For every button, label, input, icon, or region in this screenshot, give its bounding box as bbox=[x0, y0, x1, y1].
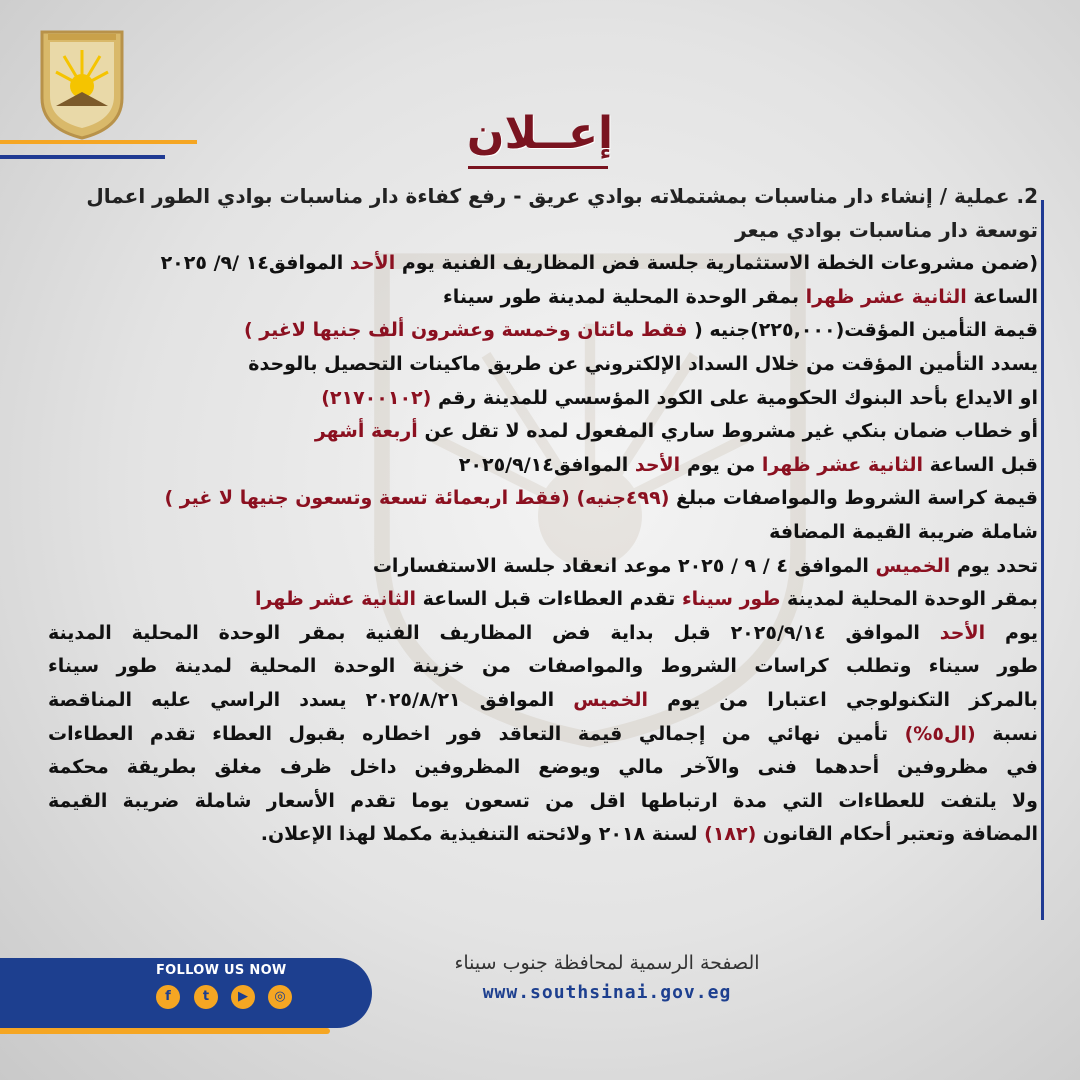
body-line bbox=[48, 314, 1038, 348]
body-line bbox=[48, 348, 1038, 382]
body-text: الموافق١٤ /٩/ ٢٠٢٥ bbox=[160, 252, 350, 275]
announcement-body bbox=[48, 180, 1038, 852]
announcement-title: إعــلان bbox=[466, 108, 614, 159]
body-text: او الايداع بأحد البنوك الحكومية على الكود المؤسسي للمدينة رقم bbox=[431, 386, 1038, 409]
footer-accent-line bbox=[0, 1028, 330, 1034]
highlighted-text: (ال٥%) bbox=[904, 722, 976, 745]
body-line bbox=[48, 650, 1038, 684]
youtube-icon[interactable]: ▶ bbox=[231, 985, 255, 1009]
highlighted-text: أربعة أشهر bbox=[314, 420, 418, 443]
body-line bbox=[48, 818, 1038, 852]
body-line bbox=[48, 718, 1038, 752]
body-line bbox=[48, 415, 1038, 449]
highlighted-text: الخميس bbox=[573, 688, 648, 711]
body-text: الساعة bbox=[966, 285, 1038, 308]
body-text: أو خطاب ضمان بنكي غير مشروط ساري المفعول لمده لا تقل عن bbox=[417, 420, 1038, 443]
follow-label: FOLLOW US NOW bbox=[156, 963, 287, 978]
highlighted-text: الأحد bbox=[349, 252, 396, 275]
title-underline bbox=[468, 166, 608, 169]
instagram-icon[interactable]: ◎ bbox=[268, 985, 292, 1009]
body-line bbox=[48, 785, 1038, 819]
body-text: شاملة ضريبة القيمة المضافة bbox=[769, 520, 1038, 543]
body-text: الموافق ٢٠٢٥/٨/٢١ يسدد الراسي عليه المناقصة bbox=[48, 688, 574, 711]
body-text: قيمة التأمين المؤقت(٢٢٥,٠٠٠)جنيه ( bbox=[687, 319, 1038, 342]
highlighted-text: (١٨٢) bbox=[704, 823, 757, 846]
official-page-label: الصفحة الرسمية لمحافظة جنوب سيناء bbox=[454, 952, 760, 974]
highlighted-text: الثانية عشر ظهرا bbox=[761, 453, 923, 476]
body-text: الموافق ٤ / ٩ / ٢٠٢٥ موعد انعقاد جلسة الاستفسارات bbox=[372, 554, 876, 577]
body-text: (ضمن مشروعات الخطة الاستثمارية جلسة فض المظاريف الفنية يوم bbox=[395, 252, 1038, 275]
highlighted-text: الخميس bbox=[875, 554, 951, 577]
body-text: قيمة كراسة الشروط والمواصفات مبلغ bbox=[669, 487, 1038, 510]
body-text: المضافة وتعتبر أحكام القانون bbox=[756, 823, 1038, 846]
body-line bbox=[48, 482, 1038, 516]
body-text: توسعة دار مناسبات بوادي ميعر bbox=[735, 217, 1038, 242]
body-line bbox=[48, 516, 1038, 550]
body-line bbox=[48, 583, 1038, 617]
body-text: لسنة ٢٠١٨ ولائحته التنفيذية مكملا لهذا الإعلان. bbox=[260, 823, 705, 846]
body-text: نسبة bbox=[975, 722, 1038, 745]
body-text: من يوم bbox=[680, 453, 762, 476]
highlighted-text: فقط مائتان وخمسة وعشرون ألف جنيها لاغير ) bbox=[243, 319, 688, 342]
highlighted-text: الثانية عشر ظهرا bbox=[254, 588, 417, 611]
body-line bbox=[48, 617, 1038, 651]
side-rule bbox=[1041, 200, 1044, 920]
body-text: 2. عملية / إنشاء دار مناسبات بمشتملاته بوادي عريق - رفع كفاءة دار مناسبات بوادي الطور اعمال bbox=[86, 184, 1038, 208]
body-text: بمقر الوحدة المحلية لمدينة bbox=[780, 588, 1038, 611]
website-link[interactable]: www.southsinai.gov.eg bbox=[482, 982, 732, 1003]
highlighted-text: الأحد bbox=[939, 621, 986, 644]
facebook-icon[interactable]: f bbox=[156, 985, 180, 1009]
highlighted-text: (٢١٧٠٠١٠٢) bbox=[321, 386, 432, 409]
highlighted-text: (٤٩٩جنيه) (فقط اربعمائة تسعة وتسعون جنيها لا غير ) bbox=[164, 487, 670, 510]
body-text: قبل الساعة bbox=[922, 453, 1038, 476]
body-text: تأمين نهائي من إجمالي قيمة التعاقد فور اخطاره بقبول العطاء تقدم العطاءات bbox=[48, 722, 905, 745]
body-line bbox=[48, 550, 1038, 584]
body-text: بمقر الوحدة المحلية لمدينة طور سيناء bbox=[443, 285, 806, 308]
body-line bbox=[48, 247, 1038, 281]
body-text: في مظروفين أحدهما فنى والآخر مالي ويوضع المظروفين داخل ظرف مغلق بطريقة محكمة bbox=[48, 756, 1038, 779]
body-text: يسدد التأمين المؤقت من خلال السداد الإلكتروني عن طريق ماكينات التحصيل بالوحدة bbox=[248, 352, 1038, 375]
twitter-icon[interactable]: t bbox=[194, 985, 218, 1009]
body-line bbox=[48, 751, 1038, 785]
body-text: تقدم العطاءات قبل الساعة bbox=[416, 588, 682, 611]
highlighted-text: طور سيناء bbox=[681, 588, 781, 611]
highlighted-text: الثانية عشر ظهرا bbox=[805, 285, 967, 308]
body-text: الموافق٢٠٢٥/٩/١٤ bbox=[458, 453, 635, 476]
body-text: يوم bbox=[985, 621, 1039, 644]
body-line bbox=[48, 180, 1038, 214]
body-line bbox=[48, 449, 1038, 483]
body-line bbox=[48, 281, 1038, 315]
body-text: بالمركز التكنولوجي اعتبارا من يوم bbox=[648, 688, 1038, 711]
body-line bbox=[48, 214, 1038, 248]
body-text: الموافق ٢٠٢٥/٩/١٤ قبل بداية فض المظاريف الفنية بمقر الوحدة المحلية المدينة bbox=[48, 621, 940, 644]
body-text: تحدد يوم bbox=[950, 554, 1038, 577]
body-text: ولا يلتفت للعطاءات التي مدة ارتباطها اقل من تسعون يوما تقدم الأسعار شاملة ضريبة القيمة bbox=[48, 789, 1038, 812]
body-text: طور سيناء وتطلب كراسات الشروط والمواصفات من خزينة الوحدة المحلية لمدينة طور سيناء bbox=[48, 655, 1038, 678]
body-line bbox=[48, 382, 1038, 416]
highlighted-text: الأحد bbox=[634, 453, 681, 476]
body-line bbox=[48, 684, 1038, 718]
